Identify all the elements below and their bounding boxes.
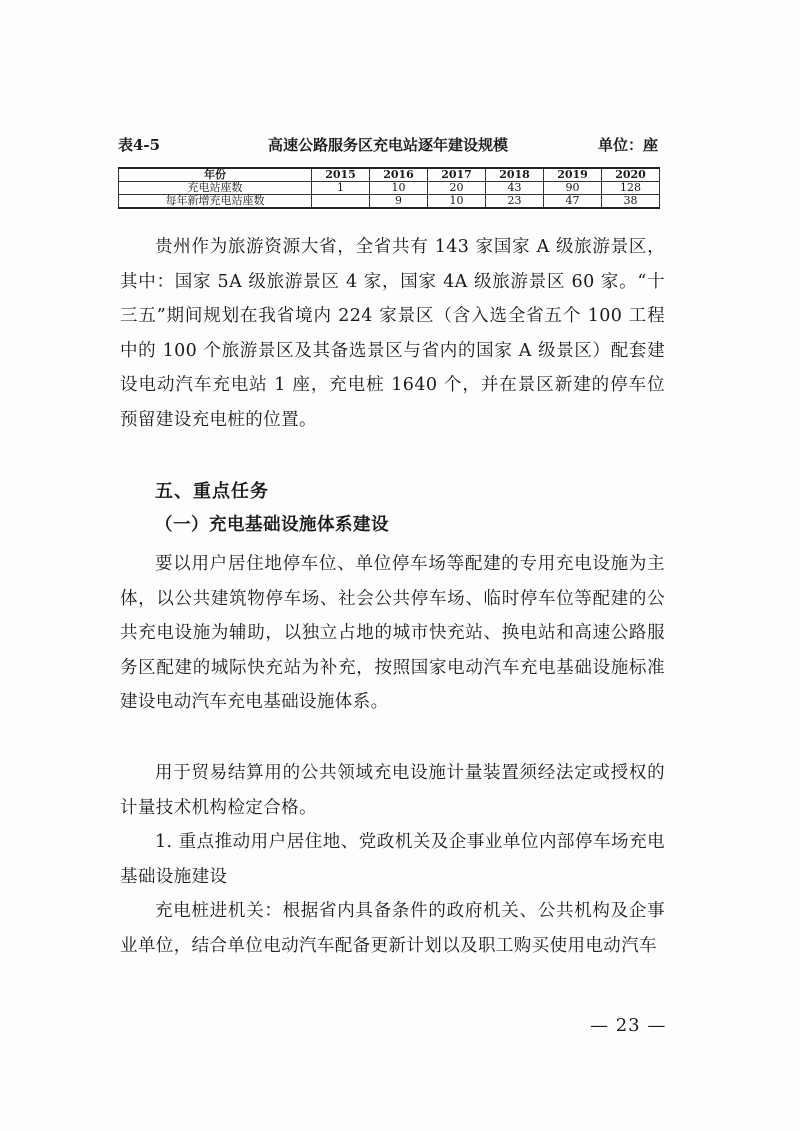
paragraph-text: 贵州作为旅游资源大省，全省共有 143 家国家 A 级旅游景区，其中：国家 5A 级旅游景区 4 家，国家 4A 级旅游景区 60 家。“十三五”期间规划在我省境内 224 家景区（含入选全省五个 100 工程中的 100 个旅游景区及其备选景区与省内的国家 A 级景区）配套建设电动汽车充电站 1 座，充电桩 1640 个，并在景区新建的停车位预留建设充电桩的位置。 bbox=[120, 237, 665, 430]
table-cell: 20 bbox=[428, 182, 486, 195]
row-label: 每年新增充电站座数 bbox=[119, 195, 312, 209]
table-cell bbox=[312, 195, 370, 209]
table-header-row bbox=[119, 168, 660, 182]
charging-station-table bbox=[118, 167, 660, 209]
paragraph-text: 用于贸易结算用的公共领域充电设施计量装置须经法定或授权的计量技术机构检定合格。 bbox=[120, 763, 665, 818]
header-year: 2019 bbox=[544, 168, 602, 182]
table-cell: 10 bbox=[370, 182, 428, 195]
table-cell: 1 bbox=[312, 182, 370, 195]
page-number: — 23 — bbox=[590, 1015, 667, 1036]
paragraph-agencies bbox=[120, 894, 665, 963]
table-cell: 128 bbox=[602, 182, 660, 195]
table-cell: 23 bbox=[486, 195, 544, 209]
paragraph-text: 充电桩进机关：根据省内具备条件的政府机关、公共机构及企事业单位，结合单位电动汽车配备更新计划以及职工购买使用电动汽车 bbox=[120, 901, 665, 956]
header-year: 2016 bbox=[370, 168, 428, 182]
row-label: 充电站座数 bbox=[119, 182, 312, 195]
paragraph-metering bbox=[120, 756, 665, 825]
table-cell: 43 bbox=[486, 182, 544, 195]
table-cell: 10 bbox=[428, 195, 486, 209]
table-caption bbox=[118, 134, 658, 156]
table-title: 高速公路服务区充电站逐年建设规模 bbox=[267, 136, 508, 154]
header-year: 2018 bbox=[486, 168, 544, 182]
table-cell: 38 bbox=[602, 195, 660, 209]
header-year: 2015 bbox=[312, 168, 370, 182]
table-unit: 单位：座 bbox=[597, 136, 658, 154]
table-cell: 47 bbox=[544, 195, 602, 209]
table-number: 表4-5 bbox=[118, 136, 161, 154]
subsection-heading: （一）充电基础设施体系建设 bbox=[155, 515, 389, 535]
paragraph-item-1 bbox=[120, 825, 665, 894]
header-year: 2020 bbox=[602, 168, 660, 182]
paragraph-tourism bbox=[120, 230, 665, 437]
paragraph-system bbox=[120, 547, 665, 720]
paragraph-text: 1. 重点推动用户居住地、党政机关及企事业单位内部停车场充电基础设施建设 bbox=[120, 832, 665, 887]
table-row bbox=[119, 182, 660, 195]
header-year: 2017 bbox=[428, 168, 486, 182]
section-heading: 五、重点任务 bbox=[155, 481, 269, 502]
table-cell: 90 bbox=[544, 182, 602, 195]
table-cell: 9 bbox=[370, 195, 428, 209]
table-row bbox=[119, 195, 660, 209]
header-label: 年份 bbox=[119, 168, 312, 182]
paragraph-text: 要以用户居住地停车位、单位停车场等配建的专用充电设施为主体，以公共建筑物停车场、社会公共停车场、临时停车位等配建的公共充电设施为辅助，以独立占地的城市快充站、换电站和高速公路服务区配建的城际快充站为补充，按照国家电动汽车充电基础设施标准建设电动汽车充电基础设施体系。 bbox=[120, 554, 665, 712]
